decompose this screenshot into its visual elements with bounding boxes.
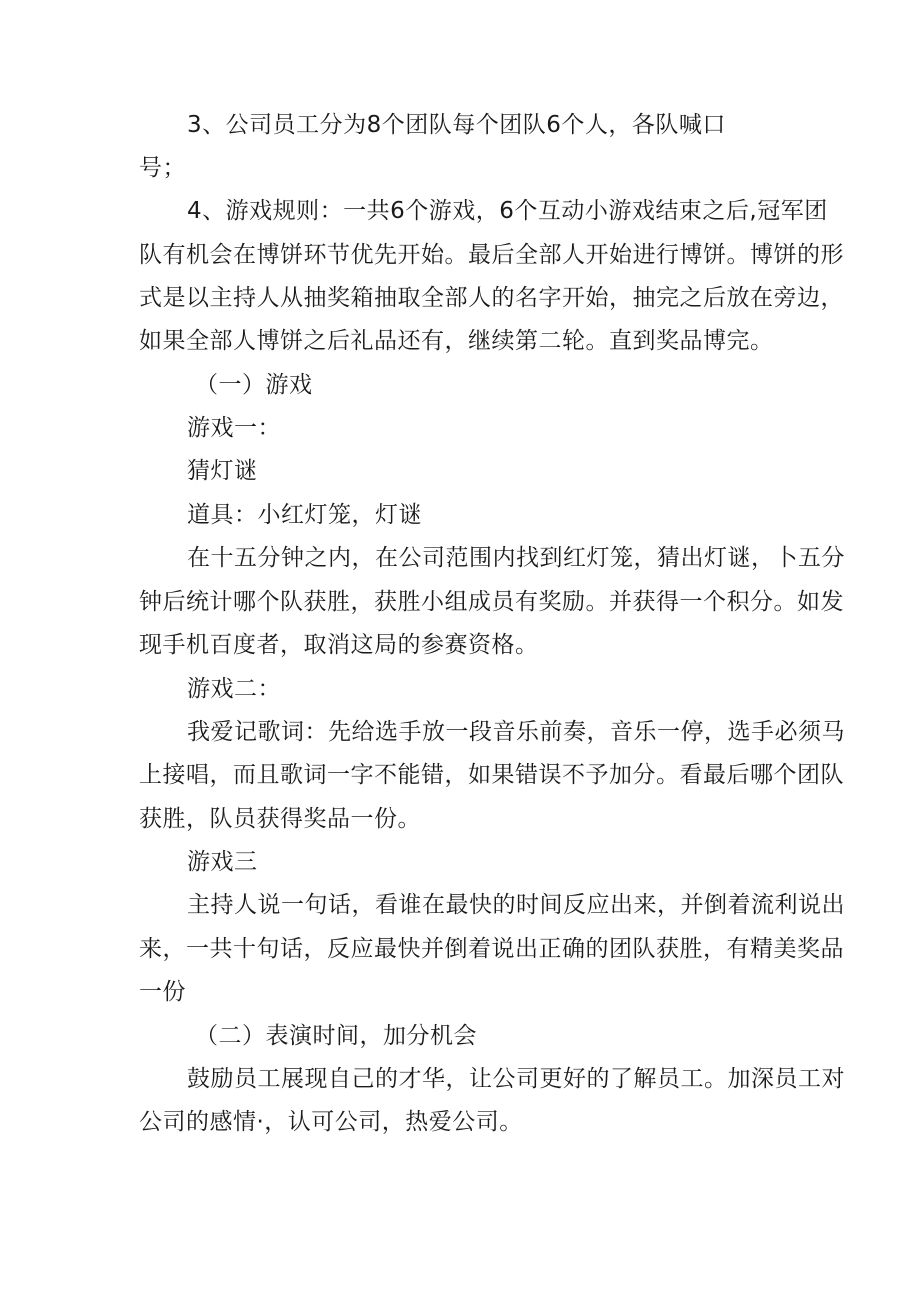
game-3-title: 游戏三 [187, 849, 258, 875]
game-2-desc-line-1: 我爱记歌词：先给选手放一段音乐前奏，音乐一停，选手必须马 [187, 719, 845, 745]
game-2-desc-line-2: 上接唱，而且歌词一字不能错，如果错误不予加分。看最后哪个团队 [139, 762, 844, 788]
paragraph-3-line-2: 号； [139, 155, 186, 181]
game-1-name: 猜灯谜 [187, 458, 258, 484]
performance-desc-line-2: 公司的感情·，认可公司，热爱公司。 [139, 1109, 523, 1135]
performance-desc-line-1: 鼓励员工展现自己的才华，让公司更好的了解员工。加深员工对 [187, 1066, 845, 1092]
rules-line-2: 队有机会在博饼环节优先开始。最后全部人开始进行博饼。博饼的形 [139, 242, 844, 268]
rules-line-1: 4、游戏规则：一共6个游戏，6个互动小游戏结束之后,冠军团 [187, 198, 828, 224]
game-3-desc-line-2: 来，一共十句话，反应最快并倒着说出正确的团队获胜，有精美奖品 [139, 936, 844, 962]
game-1-props: 道具：小红灯笼，灯谜 [187, 502, 422, 528]
game-2-desc-line-3: 获胜，队员获得奖品一份。 [139, 806, 421, 832]
paragraph-3-line-1: 3、公司员工分为8个团队每个团队6个人，各队喊口 [187, 112, 726, 138]
game-3-desc-line-3: 一份 [139, 979, 186, 1005]
section-heading-games: （一）游戏 [195, 372, 313, 398]
game-1-desc-line-2: 钟后统计哪个队获胜，获胜小组成员有奖励。并获得一个积分。如发 [139, 589, 844, 615]
game-1-title: 游戏一： [187, 415, 281, 441]
section-heading-performance: （二）表演时间，加分机会 [195, 1023, 477, 1049]
rules-line-3: 式是以主持人从抽奖箱抽取全部人的名字开始，抽完之后放在旁边， [139, 285, 844, 311]
game-1-desc-line-3: 现手机百度者，取消这局的参赛资格。 [139, 632, 539, 658]
game-2-title: 游戏二： [187, 676, 281, 702]
game-3-desc-line-1: 主持人说一句话，看谁在最快的时间反应出来，并倒着流利说出 [187, 892, 845, 918]
rules-line-4: 如果全部人博饼之后礼品还有，继续第二轮。直到奖品博完。 [139, 328, 774, 354]
game-1-desc-line-1: 在十五分钟之内，在公司范围内找到红灯笼，猜出灯谜，卜五分 [187, 545, 845, 571]
